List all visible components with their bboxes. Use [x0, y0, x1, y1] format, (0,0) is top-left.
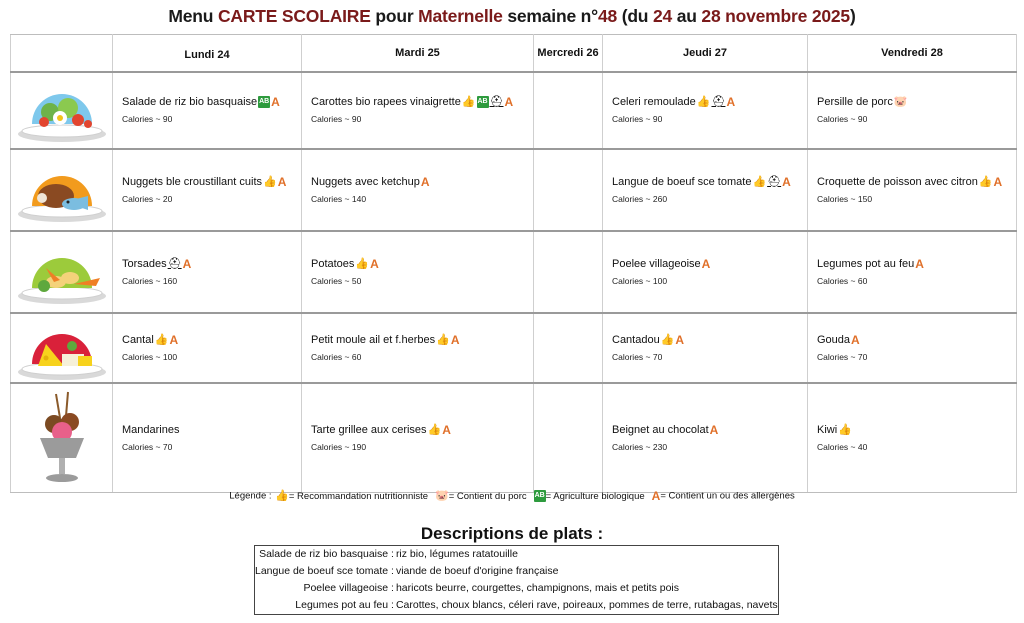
dish-label: Legumes pot au feu	[817, 257, 915, 270]
dish-label: Salade de riz bio basquaise	[122, 96, 258, 108]
thumbs-up-icon: 👍	[752, 175, 767, 188]
dish-label: Petit moule ail et f.herbes	[311, 333, 436, 346]
chef-hat-icon: ⛑	[711, 96, 726, 108]
menu-row	[11, 72, 1017, 149]
dish-name	[311, 258, 533, 270]
menu-cell	[603, 72, 808, 149]
dish-name	[817, 258, 1016, 270]
allergen-a-icon: A	[450, 332, 460, 347]
menu-cell	[302, 231, 534, 313]
pig-icon: 🐷	[893, 96, 908, 108]
dish-name	[817, 176, 1016, 188]
dish-name	[122, 424, 301, 436]
allergen-a-icon: A	[782, 174, 791, 189]
day-header: Mardi 25	[302, 35, 534, 72]
calories-label: Calories ~ 150	[817, 193, 873, 204]
description-dish: Legumes pot au feu :	[295, 599, 394, 611]
dish-name	[122, 96, 301, 108]
description-text: haricots beurre, courgettes, champignons, mais et petits pois	[395, 582, 679, 594]
allergen-a-icon: A	[851, 332, 860, 347]
category-image-cell	[11, 383, 113, 493]
page-title	[0, 6, 1024, 30]
dish-name	[311, 334, 533, 346]
menu-cell	[534, 383, 603, 493]
pig-icon: 🐷	[435, 490, 449, 502]
calories-label: Calories ~ 140	[311, 193, 367, 204]
dish-label: Nuggets avec ketchup	[311, 175, 420, 188]
menu-cell	[808, 149, 1017, 231]
title-text: au	[672, 6, 702, 26]
menu-cell	[534, 149, 603, 231]
calories-label: Calories ~ 160	[122, 275, 178, 286]
menu-cell	[302, 383, 534, 493]
category-image-cell	[11, 313, 113, 383]
description-text: viande de boeuf d'origine française	[395, 565, 559, 577]
thumbs-up-icon: 👍	[696, 96, 711, 108]
legend-thumb-text: = Recommandation nutritionniste	[288, 490, 429, 502]
descriptions-table	[254, 545, 779, 615]
day-header: Vendredi 28	[808, 35, 1017, 72]
menu-cell	[302, 72, 534, 149]
thumbs-up-icon: 👍	[461, 96, 476, 108]
title-text: (du	[617, 6, 653, 26]
menu-cell	[603, 149, 808, 231]
allergen-a-icon: A	[993, 174, 1003, 189]
legend	[0, 490, 1024, 502]
dish-label: Celeri remoulade	[612, 96, 696, 108]
menu-cell	[302, 149, 534, 231]
day-header: Jeudi 27	[603, 35, 808, 72]
calories-label: Calories ~ 20	[122, 193, 173, 204]
corner-cell	[11, 35, 113, 72]
dish-label: Carottes bio rapees vinaigrette	[311, 96, 461, 108]
day-header: Lundi 24	[113, 35, 302, 72]
day-header: Mercredi 26	[534, 35, 603, 72]
dish-name	[311, 96, 533, 108]
calories-label: Calories ~ 90	[311, 114, 362, 124]
allergen-a-icon: A	[915, 256, 924, 271]
menu-table	[10, 34, 1017, 493]
thumbs-up-icon: 👍	[263, 175, 277, 188]
calories-label: Calories ~ 100	[122, 351, 178, 362]
organic-ab-icon: AB	[477, 96, 489, 108]
dish-label: Mandarines	[122, 423, 180, 436]
salad-plate-icon	[11, 76, 112, 144]
calories-label: Calories ~ 70	[612, 351, 663, 362]
dish-label: Cantal	[122, 333, 154, 346]
menu-cell	[113, 72, 302, 149]
menu-cell	[603, 231, 808, 313]
dish-label: Potatoes	[311, 257, 355, 270]
title-text: pour	[370, 6, 419, 26]
menu-cell	[603, 313, 808, 383]
title-text: semaine n°	[502, 6, 598, 26]
category-image-cell	[11, 149, 113, 231]
allergen-a-icon: A	[709, 422, 719, 437]
calories-label: Calories ~ 190	[311, 441, 367, 452]
dish-name	[817, 424, 1016, 436]
menu-cell	[534, 313, 603, 383]
descriptions-title: Descriptions de plats :	[420, 524, 604, 543]
allergen-a-icon: A	[370, 256, 379, 271]
calories-label: Calories ~ 100	[612, 275, 668, 286]
allergen-a-icon: A	[442, 422, 451, 437]
thumbs-up-icon: 👍	[427, 423, 442, 436]
dish-name	[122, 176, 301, 188]
dish-label: Beignet au chocolat	[612, 423, 709, 436]
menu-cell	[302, 313, 534, 383]
calories-label: Calories ~ 70	[122, 441, 173, 452]
description-dish: Salade de riz bio basquaise :	[259, 548, 394, 560]
category-image-cell	[11, 231, 113, 313]
allergen-a-icon: A	[169, 332, 179, 347]
menu-cell	[534, 72, 603, 149]
calories-label: Calories ~ 40	[817, 441, 868, 452]
menu-row	[11, 383, 1017, 493]
dish-name	[122, 334, 301, 346]
dish-name	[612, 96, 807, 108]
calories-label: Calories ~ 50	[311, 275, 362, 286]
legend-allergen-text: = Contient un ou des allergènes	[660, 490, 795, 502]
description-text: riz bio, légumes ratatouille	[395, 548, 518, 560]
menu-cell	[808, 231, 1017, 313]
calories-label: Calories ~ 60	[311, 351, 362, 362]
description-row	[255, 546, 779, 564]
description-row	[255, 580, 779, 597]
category-image-cell	[11, 72, 113, 149]
menu-cell	[534, 231, 603, 313]
dish-name	[311, 424, 533, 436]
dish-name	[817, 96, 1016, 108]
menu-row	[11, 149, 1017, 231]
menu-cell	[808, 313, 1017, 383]
dish-label: Cantadou	[612, 333, 660, 346]
menu-cell	[113, 231, 302, 313]
dish-name	[612, 258, 807, 270]
chef-hat-icon: ⛑	[167, 257, 182, 270]
allergen-a-icon: A	[701, 256, 711, 271]
menu-cell	[808, 72, 1017, 149]
thumbs-up-icon: 👍	[978, 175, 993, 188]
dish-label: Nuggets ble croustillant cuits	[122, 175, 263, 188]
menu-row	[11, 313, 1017, 383]
calories-label: Calories ~ 90	[612, 114, 663, 124]
description-row	[255, 563, 779, 580]
thumbs-up-icon: 👍	[355, 257, 370, 270]
allergen-a-icon: A	[182, 256, 192, 271]
description-dish: Poelee villageoise :	[303, 582, 394, 594]
meat-fish-plate-icon	[11, 156, 112, 224]
calories-label: Calories ~ 260	[612, 193, 668, 204]
menu-cell	[603, 383, 808, 493]
dish-name	[122, 258, 301, 270]
legend-prefix: Légende :	[229, 490, 275, 502]
dish-name	[612, 424, 807, 436]
day-header-row	[11, 35, 1017, 72]
chef-hat-icon: ⛑	[489, 96, 504, 108]
thumbs-up-icon: 👍	[838, 423, 852, 436]
dish-label: Torsades	[122, 257, 167, 270]
allergen-a-icon: A	[726, 95, 736, 109]
dish-label: Croquette de poisson avec citron	[817, 175, 978, 188]
thumbs-up-icon: 👍	[436, 333, 450, 346]
dish-label: Gouda	[817, 333, 851, 346]
menu-cell	[113, 313, 302, 383]
week-number: 48	[597, 6, 618, 26]
chef-hat-icon: ⛑	[767, 175, 782, 188]
menu-cell	[113, 383, 302, 493]
allergen-a-icon: A	[277, 174, 287, 189]
thumbs-up-icon: 👍	[154, 333, 169, 346]
vegetables-plate-icon	[11, 238, 112, 306]
allergen-a-icon: A	[504, 95, 514, 109]
dish-name	[612, 176, 807, 188]
menu-cell	[113, 149, 302, 231]
calories-label: Calories ~ 70	[817, 351, 868, 362]
dish-name	[311, 176, 533, 188]
calories-label: Calories ~ 90	[122, 114, 173, 124]
dish-name	[612, 334, 807, 346]
legend-bio-text: = Agriculture biologique	[545, 490, 645, 502]
dish-label: Kiwi	[817, 423, 838, 436]
cheese-plate-icon	[11, 314, 112, 382]
calories-label: Calories ~ 230	[612, 441, 668, 452]
dessert-cup-icon	[11, 388, 112, 488]
dish-label: Tarte grillee aux cerises	[311, 423, 427, 436]
title-prefix: Menu	[168, 6, 218, 26]
dish-name	[817, 334, 1016, 346]
description-text: Carottes, choux blancs, céleri rave, poireaux, pommes de terre, rutabagas, navets	[395, 599, 778, 611]
end-date: 28 novembre 2025	[701, 6, 850, 26]
school-group: Maternelle	[418, 6, 503, 26]
title-text: )	[849, 6, 856, 26]
allergen-a-icon: A	[271, 95, 280, 109]
allergen-a-icon: A	[651, 489, 661, 503]
legend-pork-text: = Contient du porc	[448, 490, 527, 502]
organic-ab-icon: AB	[534, 490, 546, 502]
description-dish: Langue de boeuf sce tomate :	[255, 565, 394, 577]
start-date: 24	[652, 6, 673, 26]
allergen-a-icon: A	[675, 332, 685, 347]
dish-label: Poelee villageoise	[612, 257, 701, 270]
thumbs-up-icon: 👍	[660, 333, 675, 346]
calories-label: Calories ~ 60	[817, 275, 868, 286]
organic-ab-icon: AB	[258, 96, 270, 108]
dish-label: Persille de porc	[817, 96, 893, 108]
menu-row	[11, 231, 1017, 313]
menu-type: CARTE SCOLAIRE	[217, 6, 371, 26]
description-row	[255, 597, 779, 615]
menu-cell	[808, 383, 1017, 493]
dish-label: Langue de boeuf sce tomate	[612, 175, 752, 188]
thumbs-up-icon: 👍	[275, 490, 289, 502]
allergen-a-icon: A	[420, 174, 430, 189]
calories-label: Calories ~ 90	[817, 114, 868, 124]
